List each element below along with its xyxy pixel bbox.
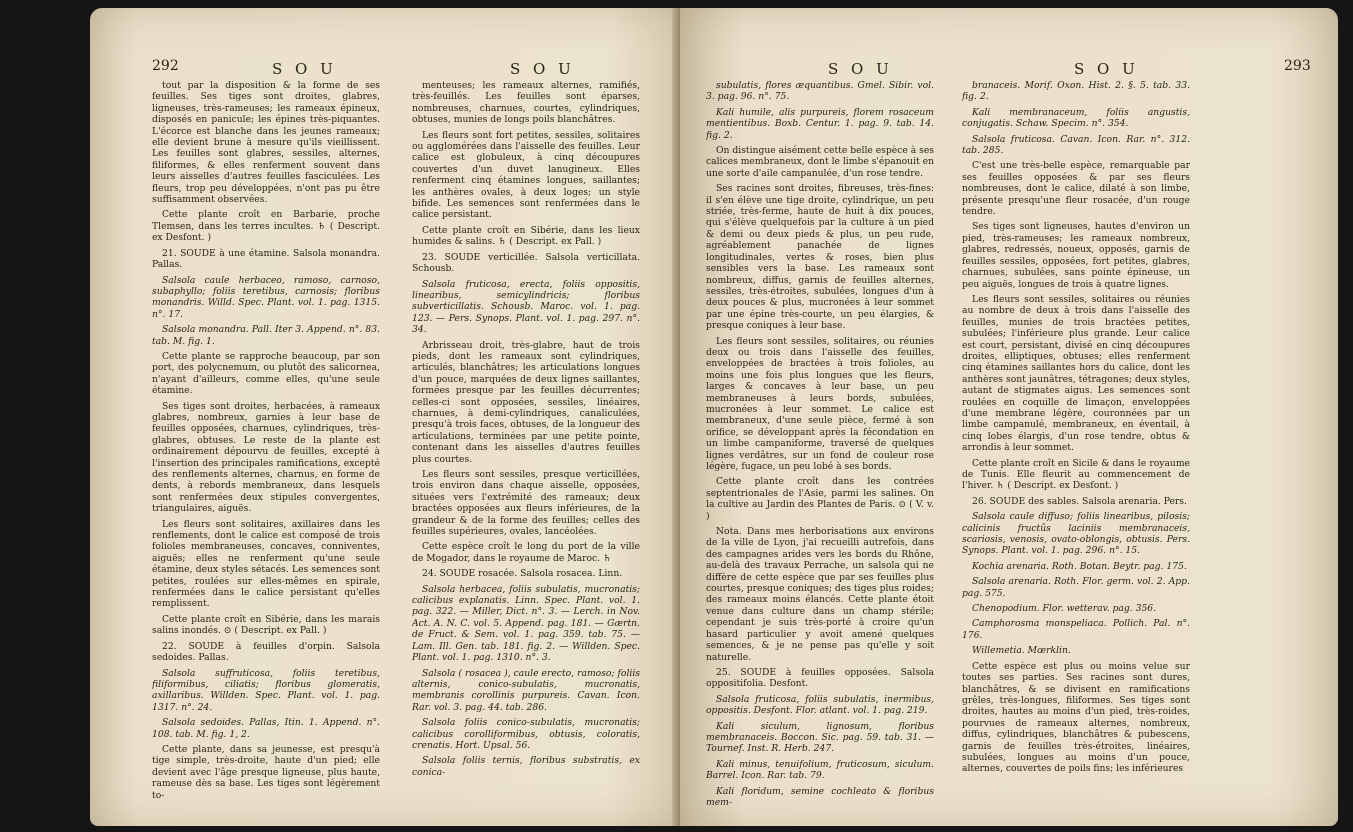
paragraph: Cette plante croît en Barbarie, proche Tlemsen, dans les terres incultes. ♄ ( Descript. ex Desfont. ): [152, 209, 380, 244]
paragraph: Cette espèce croît le long du port de la ville de Mogador, dans le royaume de Maroc. ♄: [412, 541, 640, 564]
paragraph: Salsola monandra. Pall. Iter 3. Append. n°. 83. tab. M. fig. 1.: [152, 324, 380, 347]
paragraph: Salsola suffruticosa, foliis teretibus, filiformibus, ciliatis; floribus glomeratis, axillaribus. Willden. Spec. Plant. vol. 1. pag. 1317. n°. 24.: [152, 667, 380, 713]
paragraph: Cette plante croît en Sicile & dans le royaume de Tunis. Elle fleurit au commencement de l'hiver. ♄ ( Descript. ex Desfont. ): [962, 457, 1190, 492]
paragraph: Salsola herbacea, foliis subulatis, mucronatis; calicibus explanatis. Linn. Spec. Plant. vol. 1. pag. 322. — Miller, Dict. n°. 3. — Lerch. in Nov. Act. A. N. C. vol. 5. Append. pag. 181. — Gærtn. de Fruct. & Sem. vol. 1. pag. 359. tab. 75. — Lam. Ill. Gen. tab. 181. fig. 2. — Willden. Spec. Plant. vol. 1. pag. 1310. n°. 3.: [412, 583, 640, 664]
text-column-right-2: [962, 80, 1190, 820]
paragraph: Cette plante croît en Sibérie, dans les lieux humides & salins. ♄ ( Descript. ex Pall. ): [412, 224, 640, 248]
paragraph: Camphorosma monspeliaca. Pollich. Pal. n°. 176.: [962, 618, 1190, 641]
paragraph: Kali humile, alis purpureis, florem rosaceum mentientibus. Boxb. Centur. 1. pag. 9. tab. 14. fig. 2.: [706, 106, 934, 141]
paragraph: tout par la disposition & la forme de ses feuilles. Ses tiges sont droites, glabres, ligneuses, très-rameuses; les rameaux épineux, disposés en panicule; les épines très-piquantes. L'écorce est blanche dans les jeunes rameaux; elle devient brune à mesure qu'ils vieillissent. Les feuilles sont glabres, sessiles, alternes, filiformes, & elles renferment souvent dans leurs aisselles d'autres feuilles fasciculées. Les fleurs, trop peu développées, n'ont pas pu être suffisamment observées.: [152, 80, 380, 206]
text-column-left-1: [152, 80, 380, 820]
paragraph: Salsola caule herbaceo, ramoso, carnoso, subaphyllo; foliis teretibus, carnosis; floribus monandris. Willd. Spec. Plant. vol. 1. pag. 1315. n°. 17.: [152, 274, 380, 320]
running-head: S O U: [1074, 60, 1139, 78]
paragraph: Cette plante se rapproche beaucoup, par son port, des polycnemum, ou plutôt des salicornea, n'ayant d'ailleurs, comme elles, qu'une seule étamine.: [152, 350, 380, 397]
paragraph: Cette espèce est plus ou moins velue sur toutes ses parties. Ses racines sont dures, blanchâtres, & se divisent en ramifications grêles, très-longues, filiformes. Ses tiges sont droites, hautes au moins d'un pied, très-roides, pourvues de rameaux alternes, nombreux, diffus, cylindriques, blanchâtres & pubescens, garnis de feuilles très-étroites, linéaires, subulées, longues au moins d'un pouce, alternes, couvertes de poils fins; les inférieures: [962, 660, 1190, 775]
paragraph: 21. SOUDE à une étamine. Salsola monandra. Pallas.: [152, 247, 380, 271]
paragraph: Salsola arenaria. Roth. Flor. germ. vol. 2. App. pag. 575.: [962, 576, 1190, 599]
paragraph: Salsola fruticosa, foliis subulatis, inermibus, oppositis. Desfont. Flor. atlant. vol. 1. pag. 219.: [706, 693, 934, 717]
paragraph: Ses racines sont droites, fibreuses, très-fines: il s'en élève une tige droite, cylindrique, un peu striée, très-ferme, haute de huit à dix pouces, qui s'élève quelquefois par la culture à un pied & demi ou deux pieds & plus, un peu rude, agréablement panachée de lignes longitudinales, vertes & roses, bien plus sensibles vers la base. Les rameaux sont nombreux, diffus, garnis de feuilles alternes, sessiles, très-étroites, subulées, longues d'un à deux pouces & plus, mucronées à leur sommet par une épine très-courte, un peu élargies, & presque coniques à leur base.: [706, 183, 934, 332]
paragraph: Les fleurs sont sessiles, solitaires, ou réunies deux ou trois dans l'aisselle des feuilles, enveloppées de bractées à trois folioles, au moins une fois plus longues que les fleurs, larges & concaves à leur base, un peu membraneuses à leurs bords, subulées, mucronées à leur sommet. Le calice est membraneux, d'une seule pièce, fermé à son orifice, se développant après la fécondation en un limbe campaniforme, traversé de quelques lignes verdâtres, sur un fond de couleur rose légère, fugace, un peu lobé à ses bords.: [706, 335, 934, 472]
paragraph: Salsola sedoides. Pallas, Itin. 1. Append. n°. 108. tab. M. fig. 1, 2.: [152, 717, 380, 740]
paragraph: Arbrisseau droit, très-glabre, haut de trois pieds, dont les rameaux sont cylindriques, articulés, blanchâtres; les articulations longues d'un pouce, marquées de deux lignes saillantes, formées presque par les feuilles décurrentes; celles-ci sont opposées, sessiles, linéaires, charnues, à demi-cylindriques, canaliculées, presqu'à trois faces, obtuses, de la longueur des articulations, terminées par une petite pointe, contenant dans les aisselles d'autres feuilles plus courtes.: [412, 339, 640, 465]
paragraph: Kochia arenaria. Roth. Botan. Beytr. pag. 175.: [972, 560, 1187, 572]
paragraph: 24. SOUDE rosacée. Salsola rosacea. Linn.: [422, 568, 623, 580]
paragraph: Les fleurs sont solitaires, axillaires dans les renflements, dont le calice est composé de trois folioles membraneuses, concaves, conniventes, aiguës; elles ne renferment qu'une seule étamine, deux styles sétacés. Les semences sont petites, roulées sur elles-mêmes en spirale, renfermées dans le calice persistant qu'elles remplissent.: [152, 518, 380, 610]
text-column-left-2: [412, 80, 640, 820]
paragraph: Les fleurs sont sessiles, solitaires ou réunies au nombre de deux à trois dans l'aisselle des feuilles, munies de trois bractées petites, subulées; l'inférieure plus grande. Leur calice est court, persistant, divisé en cinq découpures droites, elliptiques, obtuses; elles renferment cinq étamines saillantes hors du calice, dont les anthères sont jaunâtres, tétragones; deux styles, autant de stigmates aigus. Les semences sont roulées en coquille de limaçon, enveloppées d'une membrane légère, couronnées par un limbe campanulé, membraneux, en éventail, à cinq lobes élargis, d'un rose tendre, obtus & arrondis à leur sommet.: [962, 293, 1190, 454]
running-head: S O U: [510, 60, 575, 78]
paragraph: Les fleurs sont sessiles, presque verticillées, trois environ dans chaque aisselle, opposées, situées vers l'extrémité des rameaux; deux bractées opposées aux fleurs inférieures, de la grandeur & de la forme des feuilles; celles des feuilles supérieures, ovales, lancéolées.: [412, 469, 640, 538]
paragraph: Cette plante, dans sa jeunesse, est presqu'à tige simple, très-droite, haute d'un pied; elle devient avec l'âge presque ligneuse, plus haute, rameuse dès sa base. Les tiges sont légèrement to-: [152, 743, 380, 801]
paragraph: Salsola fruticosa. Cavan. Icon. Rar. n°. 312. tab. 285.: [962, 133, 1190, 157]
paragraph: 26. SOUDE des sables. Salsola arenaria. Pers.: [972, 495, 1187, 507]
paragraph: C'est une très-belle espèce, remarquable par ses feuilles opposées & par ses fleurs nombreuses, dont le calice, dilaté à son limbe, présente presqu'une fleur rosacée, d'un rouge tendre.: [962, 160, 1190, 218]
paragraph: Kali minus, tenuifolium, fruticosum, siculum. Barrel. Icon. Rar. tab. 79.: [706, 758, 934, 782]
paragraph: Salsola foliis ternis, floribus substratis, ex conica-: [412, 755, 640, 778]
paragraph: 25. SOUDE à feuilles opposées. Salsola oppositifolia. Desfont.: [706, 666, 934, 690]
text-column-right-1: [706, 80, 934, 820]
paragraph: Salsola caule diffuso; foliis linearibus, pilosis; calicinis fructûs laciniis membranaceis, scariosis, venosis, ovato-oblongis, obtusis. Pers. Synops. Plant. vol. 1. pag. 296. n°. 15.: [962, 511, 1190, 557]
paragraph: menteuses; les rameaux alternes, ramifiés, très-feuillés. Les feuilles sont éparses, nombreuses, charnues, courtes, cylindriques, obtuses, munies de longs poils blanchâtres.: [412, 80, 640, 126]
paragraph: Kali floridum, semine cochleato & floribus mem-: [706, 785, 934, 808]
paragraph: Cette plante croît en Sibérie, dans les marais salins inondés. ⊙ ( Descript. ex Pall. ): [152, 613, 380, 637]
paragraph: Cette plante croît dans les contrées septentrionales de l'Asie, parmi les salines. On la cultive au Jardin des Plantes de Paris. ⊙ ( V. v. ): [706, 476, 934, 522]
paragraph: Kali siculum, lignosum, floribus membranaceis. Boccon. Sic. pag. 59. tab. 31. — Tournef. Inst. R. Herb. 247.: [706, 720, 934, 755]
book-spread: [40, 8, 1340, 826]
left-page: [90, 8, 702, 826]
paragraph: Chenopodium. Flor. wetterav. pag. 356.: [972, 603, 1157, 615]
paragraph: Salsola foliis conico-subulatis, mucronatis; calicibus corolliformibus, obtusis, coloratis, crenatis. Hort. Upsal. 56.: [412, 717, 640, 751]
paragraph: Nota. Dans mes herborisations aux environs de la ville de Lyon, j'ai recueilli autrefois, dans des campagnes arides vers les bords du Rhône, au-delà des travaux Perrache, un salsola qui ne diffère de cette espèce que par ses feuilles plus courtes, presque coniques; des tiges plus roides; des rameaux moins élancés. Cette plante étoit venue dans culture dans un champ stérile; cependant je suis très-porté à croire qu'un hasard particulier y avoit amené quelques semences, & je ne pense pas qu'elle y soit naturelle.: [706, 526, 934, 663]
paragraph: branaceis. Morif. Oxon. Hist. 2. §. 5. tab. 33. fig. 2.: [962, 80, 1190, 103]
paragraph: Salsola ( rosacea ), caule erecto, ramoso; foliis alternis, conico-subulatis, mucronatis, membranis corollinis purpureis. Cavan. Icon. Rar. vol. 3. pag. 44. tab. 286.: [412, 667, 640, 713]
paragraph: Salsola fruticosa, erecta, foliis oppositis, linearibus, semicylindricis; floribus subverticillatis. Schousb. Maroc. vol. 1. pag. 123. — Pers. Synops. Plant. vol. 1. pag. 297. n°. 34.: [412, 278, 640, 336]
running-head: S O U: [272, 60, 337, 78]
paragraph: Kali membranaceum, foliis angustis, conjugatis. Schaw. Specim. n°. 354.: [962, 106, 1190, 130]
paragraph: 22. SOUDE à feuilles d'orpin. Salsola sedoides. Pallas.: [152, 640, 380, 664]
right-page: [680, 8, 1338, 826]
page-number: 293: [1284, 58, 1311, 74]
paragraph: subulatis, flores æquantibus. Gmel. Sibir. vol. 3. pag. 96. n°. 75.: [706, 80, 934, 103]
paragraph: Willemetia. Mœrklin.: [972, 645, 1071, 657]
paragraph: Les fleurs sont fort petites, sessiles, solitaires ou agglomérées dans l'aisselle des feuilles. Leur calice est globuleux, à cinq découpures couvertes d'un duvet lanugineux. Elles renferment cinq étamines longues, saillantes; les anthères ovales, à deux loges; un style bifide. Les semences sont renfermées dans le calice persistant.: [412, 129, 640, 221]
paragraph: On distingue aisément cette belle espèce à ses calices membraneux, dont le limbe s'épanouit en une sorte d'aile campanulée, d'un rose tendre.: [706, 145, 934, 179]
page-number: 292: [152, 58, 179, 74]
running-head: S O U: [828, 60, 893, 78]
paragraph: Ses tiges sont droites, herbacées, à rameaux glabres, nombreux, garnies à leur base de feuilles opposées, charnues, cylindriques, très-glabres, obtuses. Le reste de la plante est ordinairement dépourvu de feuilles, excepté à l'insertion des principales ramifications, excepté des renflements alternes, charnus, en forme de dents, à rebords membraneux, dans lesquels sont renfermées deux stipules convergentes, triangulaires, aiguës.: [152, 400, 380, 515]
paragraph: 23. SOUDE verticillée. Salsola verticillata. Schousb.: [412, 251, 640, 275]
paragraph: Ses tiges sont ligneuses, hautes d'environ un pied, très-rameuses; les rameaux nombreux, glabres, redressés, noueux, opposés, garnis de feuilles sessiles, opposées, fort petites, glabres, charnues, subulées, sans pointe épineuse, un peu aiguës, longues de trois à quatre lignes.: [962, 221, 1190, 290]
